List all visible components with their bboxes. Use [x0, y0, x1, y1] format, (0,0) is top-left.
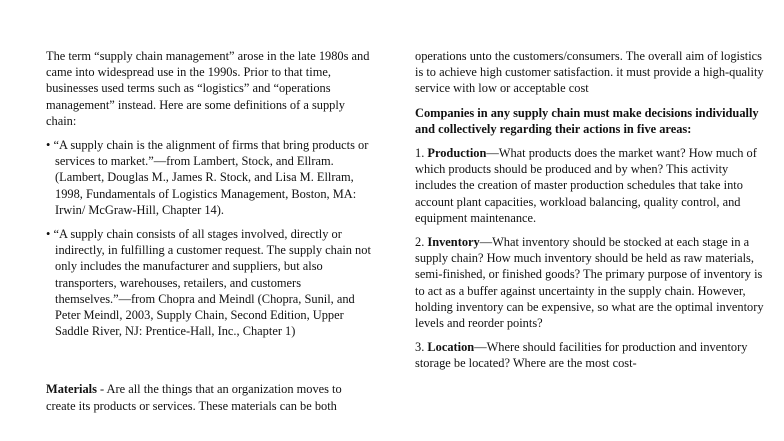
left-column: [46, 48, 372, 414]
bullet-marker: •: [46, 227, 51, 242]
area-text: —What products does the market want? How much of which products should be produced and by when? This activity includes the creation of master production schedules that take into account plant capacities, workload balancing, quality control, and equipment maintenance.: [415, 146, 757, 225]
area-term: Inventory: [427, 235, 480, 250]
materials-term: Materials: [46, 382, 97, 397]
section-heading: Companies in any supply chain must make decisions individually and collectively regarding their actions in five areas:: [415, 105, 759, 136]
area-text: —What inventory should be stocked at each stage in a supply chain? How much inventory should be held as raw materials, semi-finished, or finished goods? The primary purpose of inventory is to act as a buffer against uncertainty in the supply chain. However, holding inventory can be expensive, so what are the optimal inventory levels and reorder points?: [415, 235, 764, 331]
definition-text: “A supply chain is the alignment of firms that bring products or services to market.”—from Lambert, Stock, and Ellram. (Lambert, Douglas M., James R. Stock, and Lisa M. Ellram, 1998, Fundamentals of Logistics Management, Boston, MA: Irwin/ McGraw-Hill, Chapter 14).: [53, 138, 369, 217]
area-term: Production: [427, 146, 487, 161]
area-term: Location: [427, 340, 475, 355]
area-item-location: [415, 339, 771, 371]
right-column: [415, 48, 771, 372]
area-number: 3.: [415, 340, 428, 355]
area-text: —Where should facilities for production and inventory storage be located? Where are the most cost-: [415, 340, 748, 371]
bullet-marker: •: [46, 138, 51, 153]
intro-paragraph: The term “supply chain management” arose in the late 1980s and came into widespread use in the 1990s. Prior to that time, businesses used terms such as “logistics” and “operations management” instead. Here are some definitions of a supply chain:: [46, 49, 370, 128]
definition-text: “A supply chain consists of all stages involved, directly or indirectly, in fulfilling a customer request. The supply chain not only includes the manufacturer and suppliers, but also transporters, warehouses, retailers, and customers themselves.”—from Chopra and Meindl (Chopra, Sunil, and Peter Meindl, 2003, Supply Chain, Second Edition, Upper Saddle River, NJ: Prentice-Hall, Inc., Chapter 1): [53, 227, 371, 339]
materials-text: - Are all the things that an organization moves to create its products or services. These materials can be both: [46, 382, 342, 413]
definition-item: [46, 137, 372, 218]
area-item-production: [415, 145, 771, 226]
area-item-inventory: [415, 234, 771, 331]
materials-paragraph: [46, 381, 372, 413]
area-number: 2.: [415, 235, 428, 250]
definition-item: [46, 226, 372, 339]
area-number: 1.: [415, 146, 428, 161]
continuation-paragraph: operations unto the customers/consumers. The overall aim of logistics is to achieve high customer satisfaction. it must provide a high-quality service with low or acceptable cost: [415, 49, 764, 96]
